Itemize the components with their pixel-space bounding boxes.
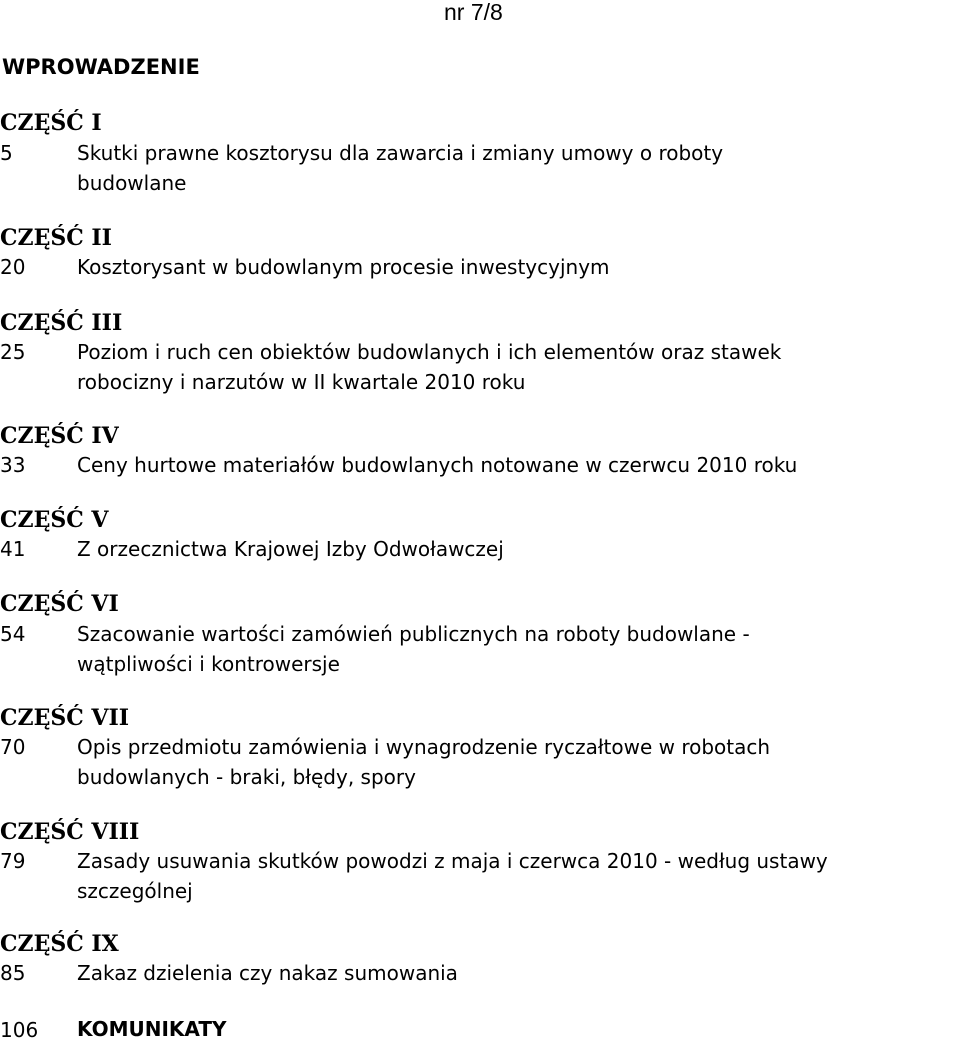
- issue-number: nr 7/8: [444, 0, 503, 25]
- entry-title-line: wątpliwości i kontrowersje: [77, 652, 340, 676]
- entry-title: [77, 337, 959, 397]
- entry-title: [77, 846, 959, 906]
- entry-title-line: Zakaz dzielenia czy nakaz sumowania: [77, 961, 458, 985]
- part-heading: CZĘŚĆ III: [0, 310, 123, 336]
- page-number: 20: [0, 255, 26, 279]
- entry-title: [77, 619, 959, 679]
- entry-title-line: Opis przedmiotu zamówienia i wynagrodzenie ryczałtowe w robotach: [77, 735, 771, 759]
- part-heading: CZĘŚĆ IX: [0, 931, 119, 957]
- entry-title: [77, 534, 959, 564]
- part-heading: CZĘŚĆ IV: [0, 423, 119, 449]
- page-number: 70: [0, 735, 26, 759]
- part-heading: CZĘŚĆ V: [0, 507, 109, 533]
- part-heading: CZĘŚĆ VIII: [0, 819, 140, 845]
- entry-title: [77, 732, 959, 792]
- entry-title: [77, 450, 959, 480]
- entry-title-line: Poziom i ruch cen obiektów budowlanych i ich elementów oraz stawek: [77, 340, 782, 364]
- part-heading: CZĘŚĆ VI: [0, 591, 119, 617]
- entry-title-line: szczególnej: [77, 879, 193, 903]
- entry-title-line: Zasady usuwania skutków powodzi z maja i czerwca 2010 - według ustawy: [77, 849, 828, 873]
- page-number: 54: [0, 622, 26, 646]
- page-number: 41: [0, 537, 26, 561]
- entry-title-line: budowlane: [77, 171, 187, 195]
- introduction-heading: WPROWADZENIE: [2, 55, 200, 79]
- page-number: 106: [0, 1018, 39, 1042]
- entry-title-line: budowlanych - braki, błędy, spory: [77, 765, 416, 789]
- page-number: 25: [0, 340, 26, 364]
- entry-title-line: Szacowanie wartości zamówień publicznych na roboty budowlane -: [77, 622, 750, 646]
- page-number: 33: [0, 453, 26, 477]
- page-number: 85: [0, 961, 26, 985]
- entry-title-line: Kosztorysant w budowlanym procesie inwestycyjnym: [77, 255, 610, 279]
- part-heading: CZĘŚĆ I: [0, 110, 102, 136]
- entry-title-line: Skutki prawne kosztorysu dla zawarcia i zmiany umowy o roboty: [77, 141, 724, 165]
- part-heading: CZĘŚĆ VII: [0, 705, 130, 731]
- entry-title-line: KOMUNIKATY: [77, 1017, 227, 1041]
- part-heading: CZĘŚĆ II: [0, 225, 112, 251]
- entry-title: [77, 252, 959, 282]
- entry-title-line: Ceny hurtowe materiałów budowlanych notowane w czerwcu 2010 roku: [77, 453, 798, 477]
- page-number: 79: [0, 849, 26, 873]
- entry-title-line: Z orzecznictwa Krajowej Izby Odwoławczej: [77, 537, 504, 561]
- entry-title-line: robocizny i narzutów w II kwartale 2010 roku: [77, 370, 526, 394]
- page-number: 5: [0, 141, 13, 165]
- entry-title: [77, 138, 959, 198]
- entry-title: [77, 958, 959, 988]
- entry-title: [77, 1014, 959, 1044]
